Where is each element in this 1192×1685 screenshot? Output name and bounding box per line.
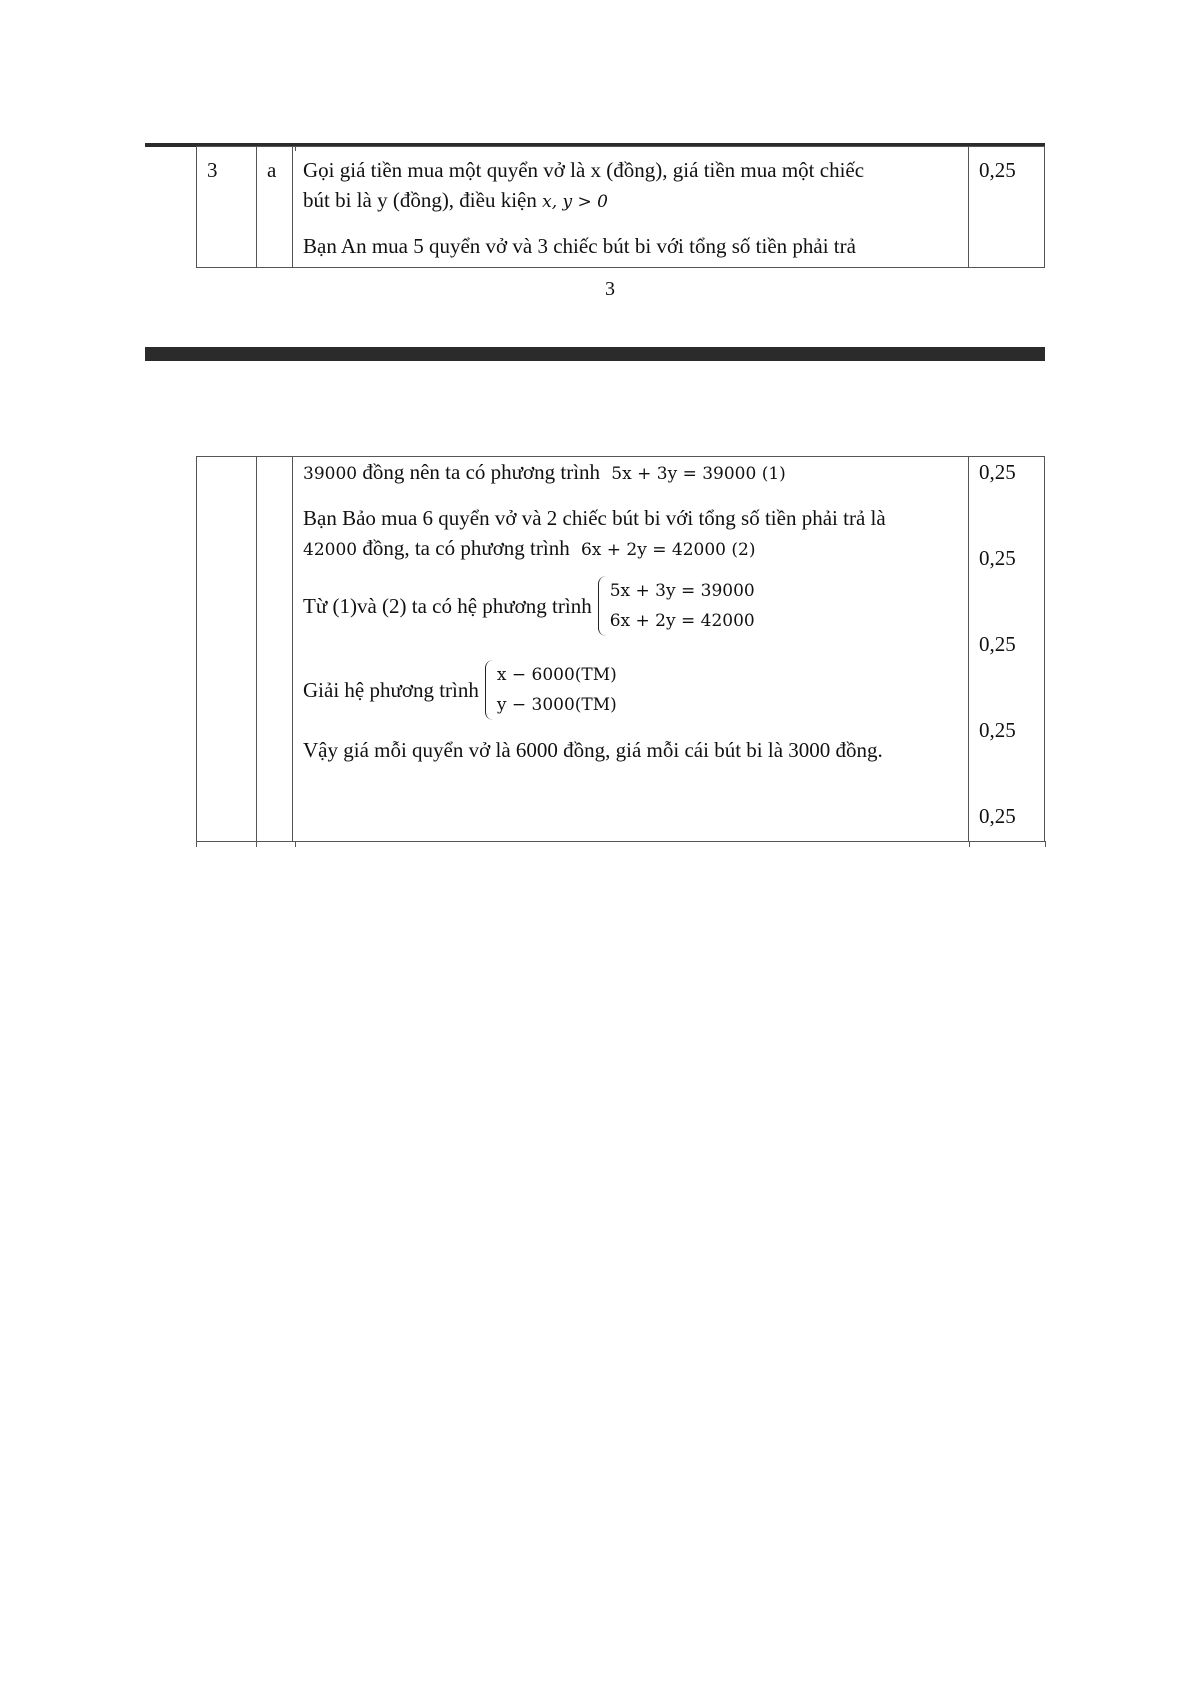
answer-text: bút bi là y (đồng), điều kiện: [303, 188, 537, 212]
amount-math: 42000: [303, 540, 358, 560]
score-value: 0,25: [979, 460, 1016, 484]
answer-line: [303, 533, 958, 565]
equation-1: 5x + 3y = 39000 (1): [611, 464, 786, 484]
equation-2: 6x + 2y = 42000 (2): [580, 540, 756, 560]
score-value: 0,25: [979, 632, 1016, 656]
amount-math: 39000: [303, 464, 358, 484]
answer-cell: [293, 147, 969, 268]
column-stub: [256, 841, 296, 847]
answer-text: đồng nên ta có phương trình: [362, 460, 601, 484]
question-number: 3: [197, 147, 257, 268]
solution-y: y − 3000(TM): [496, 695, 617, 715]
table-row: [197, 147, 1045, 268]
score-value: 0,25: [979, 804, 1016, 828]
answer-line: [303, 659, 958, 721]
answer-line: [303, 457, 958, 489]
left-brace: [598, 576, 607, 636]
page-number: 3: [605, 278, 615, 300]
answer-line: Gọi giá tiền mua một quyển vở là x (đồng), giá tiền mua một chiếc: [303, 158, 865, 182]
answer-line: Bạn An mua 5 quyển vở và 3 chiếc bút bi với tổng số tiền phải trả: [303, 234, 856, 258]
left-brace: [485, 660, 494, 720]
conclusion-line: Vậy giá mỗi quyển vở là 6000 đồng, giá mỗi cái bút bi là 3000 đồng.: [303, 738, 883, 762]
answer-table-bottom: [196, 456, 1045, 842]
answer-text: đồng, ta có phương trình: [362, 536, 570, 560]
answer-text: Từ (1)và (2) ta có hệ phương trình: [303, 594, 592, 618]
solution-system: [485, 660, 617, 720]
part-label-empty: [257, 457, 293, 842]
answer-line: Bạn Bảo mua 6 quyển vở và 2 chiếc bút bi với tổng số tiền phải trả là: [303, 506, 886, 530]
column-stub: [969, 841, 1046, 847]
condition-math: x, y > 0: [542, 192, 608, 212]
score-cell: [969, 457, 1045, 842]
page-break-bar: [145, 347, 1045, 361]
question-number-empty: [197, 457, 257, 842]
equation-system: [598, 576, 755, 636]
answer-line: [303, 573, 958, 639]
score-value: 0,25: [979, 718, 1016, 742]
answer-line: [303, 185, 958, 217]
answer-table-top: [196, 146, 1045, 268]
table-row: [197, 457, 1045, 842]
score-cell: [969, 147, 1045, 268]
part-label: a: [257, 147, 293, 268]
score-value: 0,25: [979, 158, 1016, 182]
answer-cell: [293, 457, 969, 842]
system-equation: 5x + 3y = 39000: [609, 581, 755, 601]
system-equation: 6x + 2y = 42000: [609, 611, 755, 631]
solution-x: x − 6000(TM): [496, 665, 617, 685]
answer-text: Giải hệ phương trình: [303, 678, 479, 702]
score-value: 0,25: [979, 546, 1016, 570]
column-stub: [196, 841, 197, 847]
